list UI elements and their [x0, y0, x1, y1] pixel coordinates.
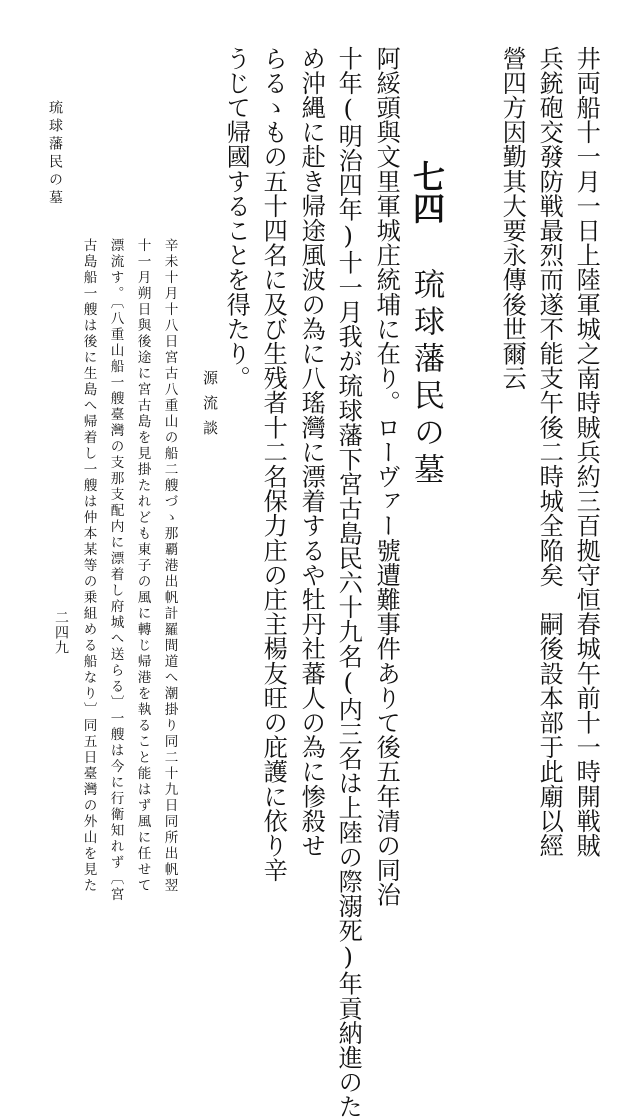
section-title: 琉球藩民の墓: [408, 268, 444, 490]
note-line-3: 漂流す。〔八重山船一艘臺灣の支那支配内に漂着し府城へ送らる〕一艘は今に行衛知れず〔宮: [107, 238, 124, 904]
body-line-4: らるゝもの五十四名に及び生残者十二名保力庄の庄主楊友旺の庇護に依り辛: [259, 46, 288, 883]
section-number: 七四: [408, 160, 446, 224]
note-line-1: 辛未十月十八日宮古八重山の船二艘づゝ那覇港出帆計羅間道へ潮掛り同二十九日同所出帆翌: [161, 238, 178, 894]
quote-line-1: 井両船十一月一日上陸軍城之南時賊兵約三百拠守恒春城午前十一時開戦賊: [572, 46, 601, 858]
page-number: 二四九: [53, 610, 69, 655]
source-heading: 源流談: [201, 370, 219, 445]
body-line-5: うじて帰國することを得たり。: [222, 46, 251, 391]
running-head: 琉球藩民の墓: [47, 100, 63, 208]
note-line-2: 十一月朔日與後途に宮古島を見掛たれども東子の風に轉じ帰港を執ること能はず風に任せて: [134, 238, 151, 894]
quote-line-2: 兵銃砲交發防戦最烈而遂不能支午後二時城全陥矣 嗣後設本部于此廟以經: [535, 46, 564, 858]
body-line-3: め沖縄に赴き帰途風波の為に八瑤灣に漂着するや牡丹社蕃人の為に惨殺せ: [297, 46, 326, 858]
note-line-4: 古島船一艘は後に生島へ帰着し一艘は仲本某等の乗組める船なり〕同五日臺灣の外山を見た: [80, 238, 97, 894]
quote-line-3: 營四方因勤其大要永傳後世爾云: [498, 46, 527, 391]
body-line-2: 十年(明治四年)十一月我が琉球藩下宮古島民六十九名(内三名は上陸の際溺死)年貢納進のた: [334, 46, 363, 1119]
body-line-1: 阿綏頭與文里軍城庄統埔に在り。ローヴァー號遭難事件ありて後五年清の同治: [372, 46, 401, 907]
